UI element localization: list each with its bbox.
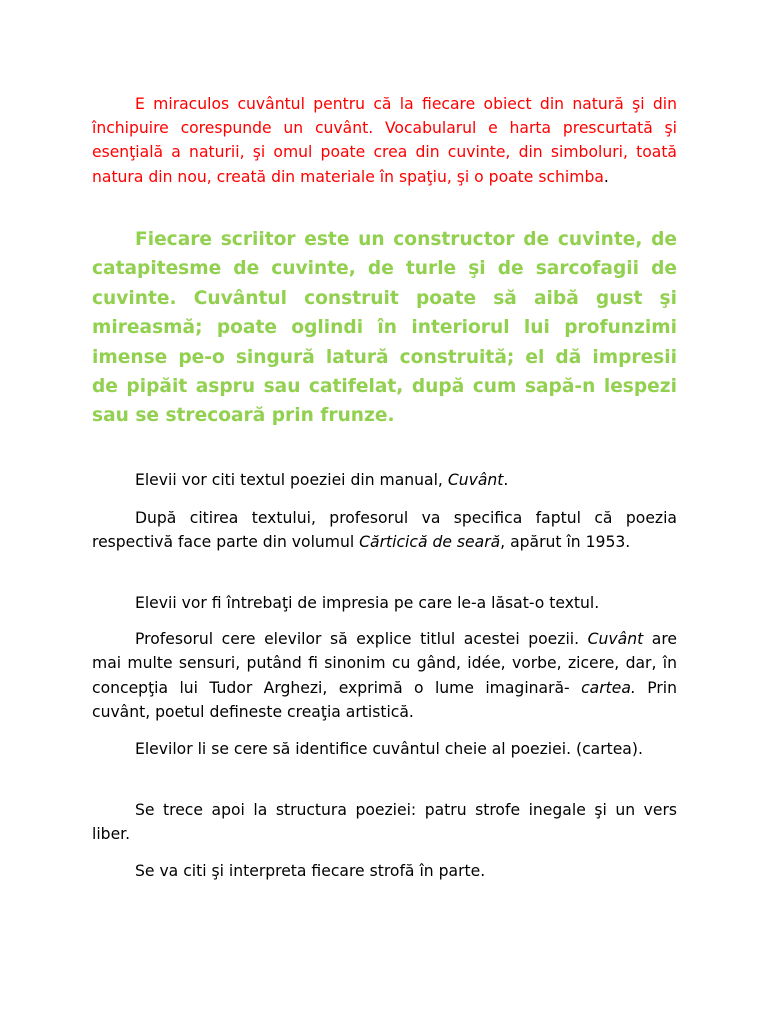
paragraph-reading <box>92 468 677 492</box>
paragraph-title-explanation <box>92 627 677 724</box>
paragraph-keyword <box>92 737 677 761</box>
motto-quote-green <box>92 225 677 431</box>
paragraph-volume-after: , apărut în 1953. <box>500 533 631 552</box>
motto-quote-red-paragraph <box>92 92 677 189</box>
paragraph-title-before: Profesorul cere elevilor să explice titlul acestei poezii. <box>135 630 588 648</box>
paragraph-structure-text: Se trece apoi la structura poeziei: patru strofe inegale şi un vers liber. <box>92 801 677 844</box>
paragraph-title-middle: are mai multe sensuri, putând fi sinonim cu gând, idée, vorbe, zicere, dar, în concepţia lui Tudor Arghezi, exprimă o lume imaginară- <box>92 630 677 697</box>
motto-quote-red <box>92 92 677 189</box>
paragraph-title-explanation-text <box>92 627 677 724</box>
poem-title-italic-2: Cuvânt <box>587 630 644 648</box>
cartea-italic: cartea. <box>581 678 636 697</box>
paragraph-reading-before: Elevii vor citi textul poeziei din manual, <box>135 471 448 489</box>
motto-quote-green-paragraph: Fiecare scriitor este un constructor de cuvinte, de catapitesme de cuvinte, de turle şi de sarcofagii de cuvinte. Cuvântul construit poate să aibă gust şi mireasmă; poate oglindi în interiorul lui profunzimi imense pe-o singură latură construită; el dă impresii de pipăit aspru sau catifelat, după cum sapă-n lespezi sau se strecoară prin frunze. <box>92 229 677 427</box>
paragraph-title-after: Prin cuvânt, poetul defineste creaţia artistică. <box>92 678 677 721</box>
motto-quote-red-end: . <box>603 167 609 186</box>
paragraph-volume <box>92 506 677 555</box>
volume-title-italic: Cărticică de seară <box>359 533 501 552</box>
paragraph-volume-text <box>92 506 677 555</box>
motto-quote-red-text: E miraculos cuvântul pentru că la fiecare obiect din natură şi din închipuire corespunde un cuvânt. Vocabularul e harta prescurtată şi esenţială a naturii, şi omul poate crea din cuvinte, din simboluri, toată natura din nou, creată din materiale în spaţiu, şi o poate schimba <box>92 95 677 186</box>
poem-title-italic: Cuvânt <box>447 471 504 489</box>
paragraph-reading-text <box>92 468 677 492</box>
paragraph-reading-after: . <box>503 471 509 489</box>
paragraph-volume-before: După citirea textului, profesorul va specifica faptul că poezia respectivă face parte din volumul <box>92 509 677 552</box>
paragraph-interpretation <box>92 859 677 883</box>
paragraph-interpretation-text: Se va citi şi interpreta fiecare strofă în parte. <box>135 862 486 880</box>
paragraph-keyword-text: Elevilor li se cere să identifice cuvântul cheie al poeziei. (cartea). <box>135 740 643 758</box>
paragraph-impression-text: Elevii vor fi întrebaţi de impresia pe care le-a lăsat-o textul. <box>135 594 600 612</box>
paragraph-impression <box>92 591 677 615</box>
paragraph-structure <box>92 798 677 847</box>
